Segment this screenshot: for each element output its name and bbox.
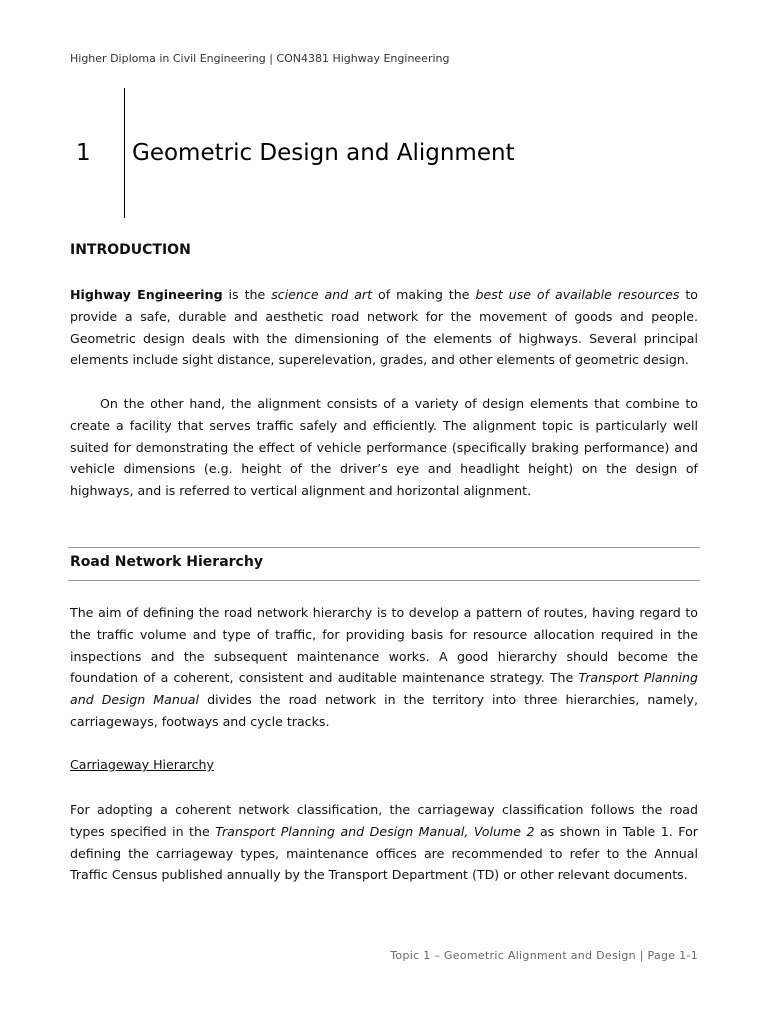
chapter-title: Geometric Design and Alignment	[132, 140, 515, 166]
road-network-italic-1: Transport Planning and Design Manual	[70, 670, 698, 708]
intro-paragraph-1	[70, 284, 698, 371]
road-network-text-2: divides the road network in the territory into three hierarchies, namely, carriageways, footways and cycle tracks.	[70, 692, 698, 729]
chapter-number: 1	[76, 140, 91, 166]
carriageway-italic-1: Transport Planning and Design Manual, Volume 2	[215, 823, 535, 839]
section-rule-bottom	[68, 580, 700, 581]
highway-engineering-term: Highway Engineering	[70, 287, 223, 302]
road-network-text-1: The aim of defining the road network hierarchy is to develop a pattern of routes, having regard to the traffic volume and type of traffic, for providing basis for resource allocation required in the inspections and the subsequent maintenance works. A good hierarchy should become the foundation of a coherent, consistent and auditable maintenance strategy. The	[70, 605, 698, 686]
carriageway-text-2: as shown in Table 1. For defining the carriageway types, maintenance offices are recommended to refer to the Annual Traffic Census published annually by the Transport Department (TD) or other relevant documents.	[70, 823, 698, 883]
carriageway-paragraph	[70, 799, 698, 886]
intro-p1-italic-2: best use of available resources	[475, 287, 680, 302]
intro-p1-text-2: of making the	[372, 287, 476, 302]
carriageway-text-1: For adopting a coherent network classification, the carriageway classification follows the road types specified in the	[70, 802, 698, 839]
running-header: Higher Diploma in Civil Engineering | CON4381 Highway Engineering	[70, 52, 450, 65]
chapter-divider	[124, 88, 125, 218]
intro-paragraph-2: On the other hand, the alignment consists of a variety of design elements that combine to create a facility that serves traffic safely and efficiently. The alignment topic is particularly well suited for demonstrating the effect of vehicle performance (specifically braking performance) and vehicle dimensions (e.g. height of the driver’s eye and headlight height) on the design of highways, and is referred to vertical alignment and horizontal alignment.	[70, 396, 698, 499]
section-rule-top	[68, 547, 700, 548]
intro-p1-italic-1: science and art	[271, 287, 373, 302]
intro-p1-text-3: to provide a safe, durable and aesthetic road network for the movement of goods and people. Geometric design deals with the dimensioning of the elements of highways. Several principal elements include sight distance, superelevation, grades, and other elements of geometric design.	[70, 287, 698, 368]
carriageway-heading: Carriageway Hierarchy	[70, 757, 214, 772]
intro-p1-text-1: is the	[222, 287, 272, 302]
road-network-paragraph	[70, 602, 698, 733]
introduction-heading: INTRODUCTION	[70, 242, 191, 258]
road-network-heading: Road Network Hierarchy	[70, 554, 263, 570]
page-footer: Topic 1 – Geometric Alignment and Design | Page 1-1	[390, 949, 698, 962]
